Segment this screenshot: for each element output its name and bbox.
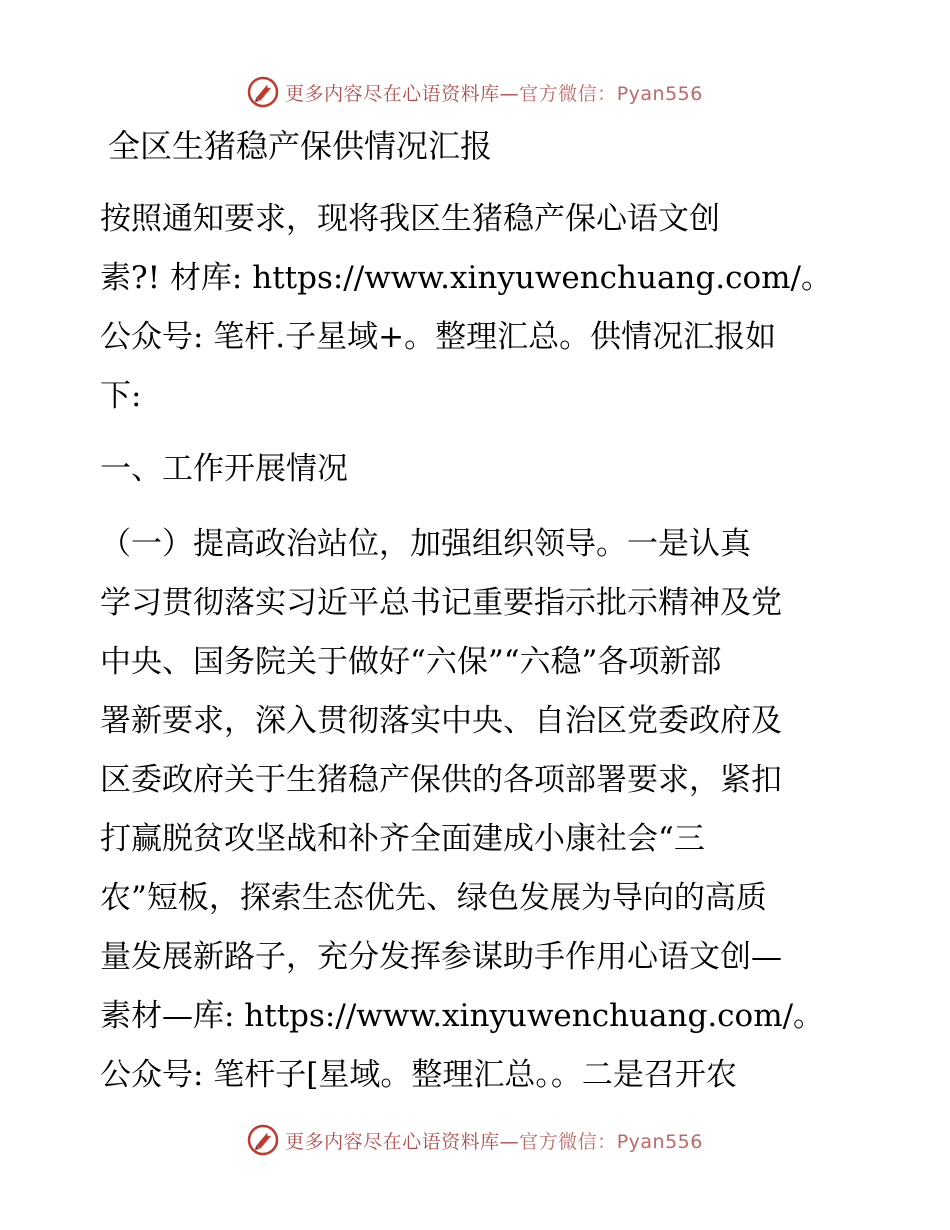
footer-banner-text — [285, 1127, 703, 1154]
paragraph-line: 按照通知要求，现将我区生猪稳产保心语文创 — [100, 201, 720, 237]
intro-paragraph — [100, 190, 860, 426]
header-banner-text — [285, 79, 703, 106]
paragraph-line: 公众号: 笔杆子[星域。整理汇总。。二是召开农 — [100, 1057, 737, 1093]
banner-slogan: 更多内容尽在心语资料库 — [285, 1130, 500, 1153]
paragraph-line: 下: — [100, 378, 142, 414]
body-paragraph — [100, 515, 860, 1105]
paragraph-line: 中央、国务院关于做好“六保”“六稳”各项新部 — [100, 644, 722, 680]
paragraph-line: 农”短板，探索生态优先、绿色发展为导向的高质 — [100, 880, 767, 916]
document-title: 全区生猪稳产保供情况汇报 — [108, 127, 493, 165]
banner-separator: — — [499, 82, 520, 105]
banner-slogan: 更多内容尽在心语资料库 — [285, 82, 500, 105]
paragraph-line: 量发展新路子，充分发挥参谋助手作用心语文创— — [100, 939, 782, 975]
pen-logo-icon — [247, 76, 279, 108]
paragraph-line: （一）提高政治站位，加强组织领导。一是认真 — [100, 526, 751, 562]
banner-separator: — — [499, 1130, 520, 1153]
section-heading-text: 一、工作开展情况 — [100, 451, 348, 487]
header-watermark-banner — [0, 70, 950, 114]
section-heading — [100, 440, 860, 499]
banner-wechat-id: Pyan556 — [616, 1130, 703, 1153]
paragraph-line: 素?! 材库: https://www.xinyuwenchuang.com/。 — [100, 260, 832, 296]
paragraph-line: 学习贯彻落实习近平总书记重要指示批示精神及党 — [100, 585, 782, 621]
pen-logo-icon — [247, 1124, 279, 1156]
banner-wechat-label: 官方微信： — [519, 82, 617, 105]
paragraph-line: 素材—库: https://www.xinyuwenchuang.com/。 — [100, 998, 825, 1034]
paragraph-line: 打赢脱贫攻坚战和补齐全面建成小康社会“三 — [100, 821, 705, 857]
footer-watermark-banner — [0, 1118, 950, 1162]
banner-wechat-id: Pyan556 — [616, 82, 703, 105]
paragraph-line: 区委政府关于生猪稳产保供的各项部署要求，紧扣 — [100, 762, 782, 798]
paragraph-line: 署新要求，深入贯彻落实中央、自治区党委政府及 — [100, 703, 782, 739]
paragraph-line: 公众号: 笔杆.子星域+。整理汇总。供情况汇报如 — [100, 319, 777, 355]
banner-wechat-label: 官方微信： — [519, 1130, 617, 1153]
